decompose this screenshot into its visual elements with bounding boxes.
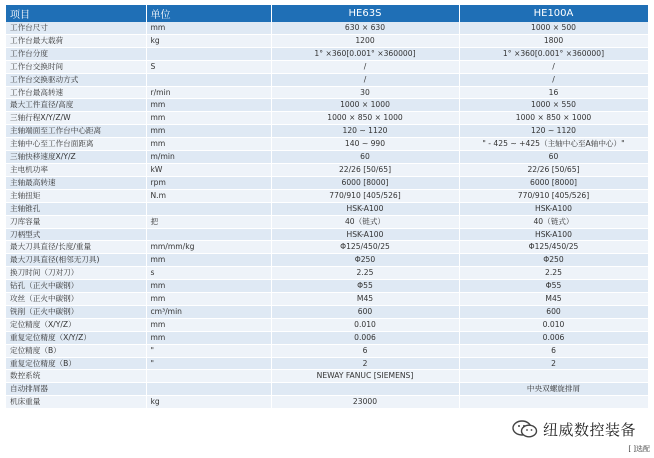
table-header-row — [6, 5, 648, 22]
row-he100a: 1000 × 850 × 1000 — [459, 112, 648, 125]
row-he63s: M45 — [271, 293, 459, 306]
table-row — [6, 383, 648, 396]
row-item: 工作台尺寸 — [6, 22, 146, 34]
table-row — [6, 73, 648, 86]
row-unit: mm/mm/kg — [146, 241, 271, 254]
row-he100a: 2.25 — [459, 267, 648, 280]
row-he63s — [271, 383, 459, 396]
row-he63s: Φ125/450/25 — [271, 241, 459, 254]
row-he63s: 23000 — [271, 396, 459, 409]
row-item: 铣削（正火中碳钢） — [6, 305, 146, 318]
row-item: 换刀时间（刀对刀） — [6, 267, 146, 280]
row-item: 定位精度（X/Y/Z） — [6, 318, 146, 331]
table-row — [6, 318, 648, 331]
row-item: 三轴快移速度X/Y/Z — [6, 151, 146, 164]
row-item: 机床重量 — [6, 396, 146, 409]
row-he63s: 0.006 — [271, 331, 459, 344]
row-unit: 把 — [146, 215, 271, 228]
row-unit — [146, 47, 271, 60]
row-he100a: / — [459, 73, 648, 86]
table-row — [6, 22, 648, 34]
row-item: 主轴扭矩 — [6, 189, 146, 202]
table-row — [6, 396, 648, 409]
row-he63s: 770/910 [405/526] — [271, 189, 459, 202]
row-he63s: 6000 [8000] — [271, 176, 459, 189]
table-row — [6, 370, 648, 383]
row-he63s: HSK-A100 — [271, 202, 459, 215]
row-he63s: 30 — [271, 86, 459, 99]
row-unit: mm — [146, 331, 271, 344]
table-row — [6, 254, 648, 267]
row-he100a: 0.010 — [459, 318, 648, 331]
row-item: 主轴中心至工作台面距离 — [6, 138, 146, 151]
table-row — [6, 357, 648, 370]
row-he63s: 630 × 630 — [271, 22, 459, 34]
row-item: 攻丝（正火中碳钢） — [6, 293, 146, 306]
header-he63s: HE63S — [271, 5, 459, 22]
row-item: 工作台交换驱动方式 — [6, 73, 146, 86]
header-item: 项目 — [6, 5, 146, 22]
row-he100a: 1000 × 500 — [459, 22, 648, 34]
row-he63s: 1000 × 850 × 1000 — [271, 112, 459, 125]
row-item: 三轴行程X/Y/Z/W — [6, 112, 146, 125]
row-he63s: 40（链式） — [271, 215, 459, 228]
row-unit: mm — [146, 138, 271, 151]
row-he63s: 2.25 — [271, 267, 459, 280]
row-he100a: 2 — [459, 357, 648, 370]
row-he63s: NEWAY FANUC [SIEMENS] — [271, 370, 459, 383]
row-he100a — [459, 396, 648, 409]
row-item: 最大工件直径/高度 — [6, 99, 146, 112]
watermark — [508, 418, 640, 440]
table-row — [6, 176, 648, 189]
row-item: 主轴端面至工作台中心距离 — [6, 125, 146, 138]
row-he100a: / — [459, 60, 648, 73]
table-row — [6, 99, 648, 112]
spec-table — [6, 5, 649, 409]
row-he100a: HSK-A100 — [459, 202, 648, 215]
row-item: 工作台交换时间 — [6, 60, 146, 73]
row-item: 主轴锥孔 — [6, 202, 146, 215]
row-item: 定位精度（B） — [6, 344, 146, 357]
optional-footnote: [ ]选配 — [628, 445, 650, 453]
row-unit: mm — [146, 125, 271, 138]
row-he100a: Φ125/450/25 — [459, 241, 648, 254]
table-row — [6, 344, 648, 357]
table-row — [6, 138, 648, 151]
row-he63s: 6 — [271, 344, 459, 357]
table-body — [6, 22, 648, 409]
row-he63s: Φ250 — [271, 254, 459, 267]
row-unit: kg — [146, 396, 271, 409]
row-unit: m/min — [146, 151, 271, 164]
row-he100a: 1° ×360[0.001° ×360000] — [459, 47, 648, 60]
row-item: 最大刀具直径(相邻无刀具) — [6, 254, 146, 267]
row-he100a: 60 — [459, 151, 648, 164]
row-he100a: HSK-A100 — [459, 228, 648, 241]
row-unit: mm — [146, 280, 271, 293]
row-he63s: 60 — [271, 151, 459, 164]
row-unit — [146, 370, 271, 383]
row-he100a: 22/26 [50/65] — [459, 163, 648, 176]
table-row — [6, 305, 648, 318]
row-item: 主电机功率 — [6, 163, 146, 176]
row-he63s: 1200 — [271, 34, 459, 47]
row-he100a: 中央双螺旋排屑 — [459, 383, 648, 396]
row-unit: kW — [146, 163, 271, 176]
row-unit: mm — [146, 99, 271, 112]
row-unit: " — [146, 344, 271, 357]
header-unit: 单位 — [146, 5, 271, 22]
row-unit: r/min — [146, 86, 271, 99]
table-row — [6, 112, 648, 125]
row-item: 数控系统 — [6, 370, 146, 383]
row-unit: kg — [146, 34, 271, 47]
row-unit: S — [146, 60, 271, 73]
row-item: 主轴最高转速 — [6, 176, 146, 189]
table-row — [6, 202, 648, 215]
row-item: 钻孔（正火中碳钢） — [6, 280, 146, 293]
row-he100a: 6000 [8000] — [459, 176, 648, 189]
row-unit: mm — [146, 293, 271, 306]
table-row — [6, 47, 648, 60]
row-unit — [146, 228, 271, 241]
row-he63s: Φ55 — [271, 280, 459, 293]
row-item: 工作台最高转速 — [6, 86, 146, 99]
table-row — [6, 267, 648, 280]
table-row — [6, 60, 648, 73]
table-row — [6, 189, 648, 202]
row-he63s: 0.010 — [271, 318, 459, 331]
row-unit — [146, 383, 271, 396]
row-he63s: 1° ×360[0.001° ×360000] — [271, 47, 459, 60]
row-he100a: 1000 × 550 — [459, 99, 648, 112]
row-unit: rpm — [146, 176, 271, 189]
table-row — [6, 215, 648, 228]
row-he100a: 16 — [459, 86, 648, 99]
row-he100a: 600 — [459, 305, 648, 318]
row-he100a — [459, 370, 648, 383]
row-he63s: 600 — [271, 305, 459, 318]
table-row — [6, 331, 648, 344]
row-item: 重复定位精度（X/Y/Z） — [6, 331, 146, 344]
table-row — [6, 163, 648, 176]
row-unit — [146, 73, 271, 86]
row-unit: cm³/min — [146, 305, 271, 318]
row-unit: mm — [146, 22, 271, 34]
table-row — [6, 86, 648, 99]
table-row — [6, 228, 648, 241]
row-he63s: / — [271, 60, 459, 73]
row-unit: s — [146, 267, 271, 280]
row-unit — [146, 202, 271, 215]
row-he100a: M45 — [459, 293, 648, 306]
row-he100a: 0.006 — [459, 331, 648, 344]
row-he100a: 1800 — [459, 34, 648, 47]
header-he100a: HE100A — [459, 5, 648, 22]
table-row — [6, 151, 648, 164]
row-item: 自动排屑器 — [6, 383, 146, 396]
row-he63s: 120 ~ 1120 — [271, 125, 459, 138]
row-he63s: HSK-A100 — [271, 228, 459, 241]
row-he63s: / — [271, 73, 459, 86]
row-item: 工作台分度 — [6, 47, 146, 60]
row-unit: mm — [146, 254, 271, 267]
row-he100a: 120 ~ 1120 — [459, 125, 648, 138]
watermark-text: 纽威数控装备 — [542, 420, 636, 439]
table-row — [6, 241, 648, 254]
table-row — [6, 280, 648, 293]
row-unit: " — [146, 357, 271, 370]
row-he100a: 770/910 [405/526] — [459, 189, 648, 202]
row-he63s: 2 — [271, 357, 459, 370]
row-he63s: 1000 × 1000 — [271, 99, 459, 112]
row-item: 刀库容量 — [6, 215, 146, 228]
row-he63s: 140 ~ 990 — [271, 138, 459, 151]
table-row — [6, 34, 648, 47]
wechat-icon — [512, 420, 538, 438]
row-unit: N.m — [146, 189, 271, 202]
row-item: 刀柄型式 — [6, 228, 146, 241]
row-he100a: " - 425 ~ +425（主轴中心至A轴中心）" — [459, 138, 648, 151]
row-item: 工作台最大载荷 — [6, 34, 146, 47]
row-he63s: 22/26 [50/65] — [271, 163, 459, 176]
row-he100a: Φ250 — [459, 254, 648, 267]
row-item: 重复定位精度（B） — [6, 357, 146, 370]
table-row — [6, 293, 648, 306]
row-he100a: Φ55 — [459, 280, 648, 293]
row-he100a: 40（链式） — [459, 215, 648, 228]
row-unit: mm — [146, 112, 271, 125]
row-unit: mm — [146, 318, 271, 331]
table-row — [6, 125, 648, 138]
row-he100a: 6 — [459, 344, 648, 357]
row-item: 最大刀具直径/长度/重量 — [6, 241, 146, 254]
